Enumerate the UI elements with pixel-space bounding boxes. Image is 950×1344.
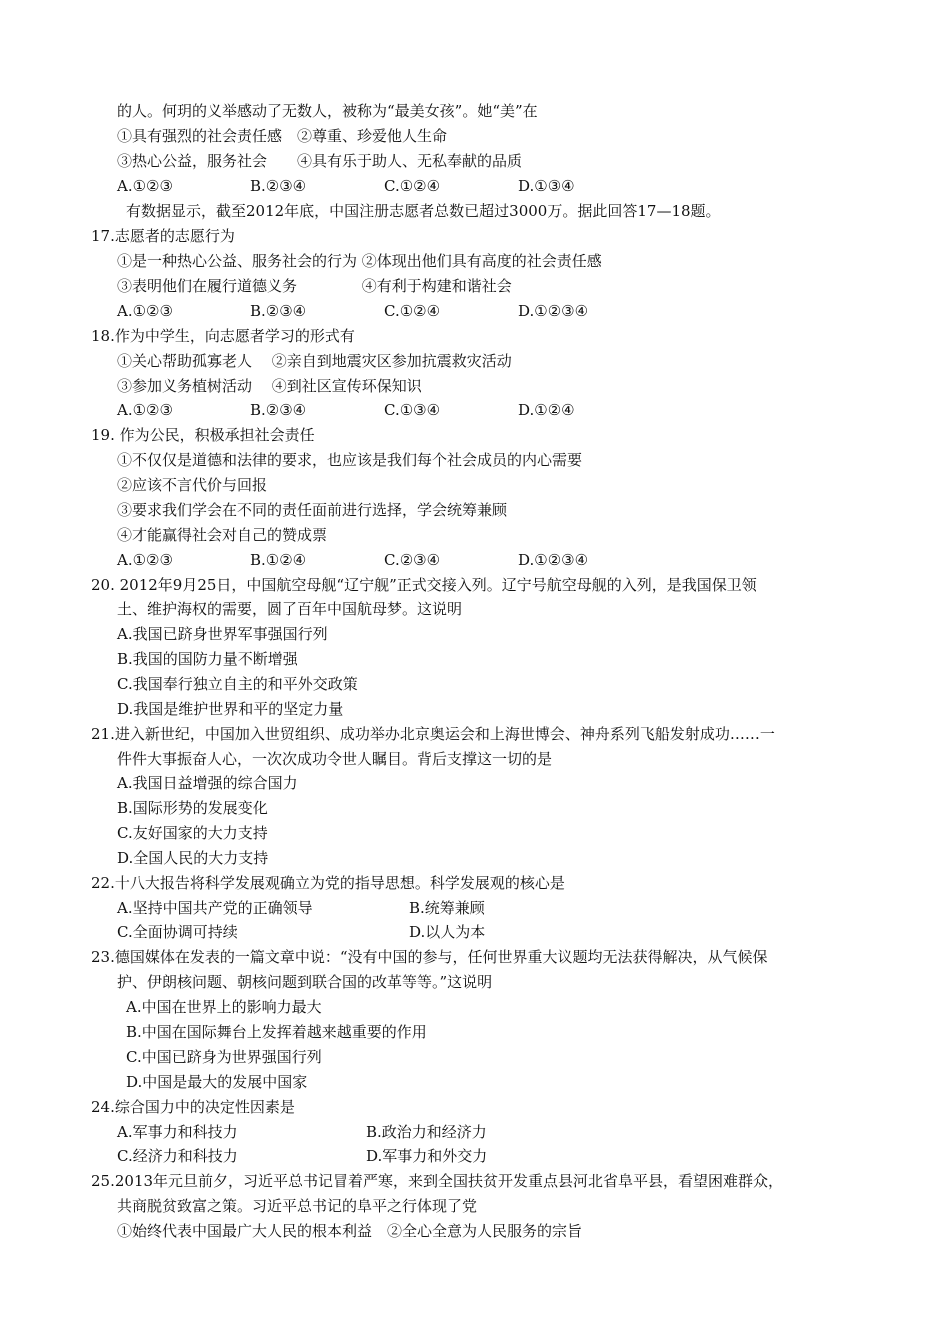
option-b: B.②③④ bbox=[250, 177, 307, 195]
option-a: A.我国已跻身世界军事强国行列 bbox=[117, 625, 328, 643]
option-c: C.中国已跻身为世界强国行列 bbox=[126, 1048, 322, 1066]
option-c: C.友好国家的大力支持 bbox=[117, 824, 268, 842]
question-stem: 18.作为中学生，向志愿者学习的形式有 bbox=[91, 327, 355, 345]
option-a: A.①②③ bbox=[117, 401, 173, 419]
text-line: 的人。何玥的义举感动了无数人，被称为“最美女孩”。她“美”在 bbox=[117, 102, 538, 120]
option-d: D.①②③④ bbox=[518, 302, 589, 320]
option-c: C.①③④ bbox=[384, 401, 441, 419]
option-b: B.①②④ bbox=[250, 551, 307, 569]
option-c: C.全面协调可持续 bbox=[117, 923, 238, 941]
question-stem-cont: 件件大事振奋人心，一次次成功令世人瞩目。背后支撑这一切的是 bbox=[117, 750, 553, 768]
option-a: A.中国在世界上的影响力最大 bbox=[126, 998, 322, 1016]
option-a: A.我国日益增强的综合国力 bbox=[117, 774, 298, 792]
option-b: B.国际形势的发展变化 bbox=[117, 799, 268, 817]
statement: ①关心帮助孤寡老人 ②亲自到地震灾区参加抗震救灾活动 bbox=[117, 352, 512, 370]
option-d: D.①②④ bbox=[518, 401, 575, 419]
question-stem: 19. 作为公民，积极承担社会责任 bbox=[91, 426, 315, 444]
statement: ①不仅仅是道德和法律的要求，也应该是我们每个社会成员的内心需要 bbox=[117, 451, 583, 469]
question-stem-cont: 土、维护海权的需要，圆了百年中国航母梦。这说明 bbox=[117, 600, 463, 618]
option-b: B.②③④ bbox=[250, 401, 307, 419]
option-d: D.我国是维护世界和平的坚定力量 bbox=[117, 700, 344, 718]
option-d: D.以人为本 bbox=[409, 923, 486, 941]
option-b: B.统筹兼顾 bbox=[409, 899, 485, 917]
option-a: A.①②③ bbox=[117, 302, 173, 320]
option-d: D.全国人民的大力支持 bbox=[117, 849, 269, 867]
option-a: A.坚持中国共产党的正确领导 bbox=[117, 899, 313, 917]
statement: ②应该不言代价与回报 bbox=[117, 476, 268, 494]
option-c: C.我国奉行独立自主的和平外交政策 bbox=[117, 675, 358, 693]
statement: ④才能赢得社会对自己的赞成票 bbox=[117, 526, 328, 544]
statement: ①是一种热心公益、服务社会的行为 ②体现出他们具有高度的社会责任感 bbox=[117, 252, 602, 270]
question-stem: 24.综合国力中的决定性因素是 bbox=[91, 1098, 295, 1116]
option-d: D.①③④ bbox=[518, 177, 575, 195]
option-d: D.中国是最大的发展中国家 bbox=[126, 1073, 308, 1091]
question-stem-cont: 共商脱贫致富之策。习近平总书记的阜平之行体现了党 bbox=[117, 1197, 478, 1215]
option-c: C.②③④ bbox=[384, 551, 441, 569]
option-b: B.政治力和经济力 bbox=[366, 1123, 487, 1141]
option-a: A.军事力和科技力 bbox=[117, 1123, 238, 1141]
option-a: A.①②③ bbox=[117, 177, 173, 195]
option-c: C.①②④ bbox=[384, 177, 441, 195]
statement: ③参加义务植树活动 ④到社区宣传环保知识 bbox=[117, 377, 422, 395]
option-b: B.我国的国防力量不断增强 bbox=[117, 650, 298, 668]
question-stem-cont: 护、伊朗核问题、朝核问题到联合国的改革等等。”这说明 bbox=[117, 973, 493, 991]
question-stem: 21.进入新世纪，中国加入世贸组织、成功举办北京奥运会和上海世博会、神舟系列飞船发射成功……一 bbox=[91, 725, 775, 743]
option-d: D.军事力和外交力 bbox=[366, 1147, 488, 1165]
statement: ③要求我们学会在不同的责任面前进行选择，学会统筹兼顾 bbox=[117, 501, 508, 519]
option-d: D.①②③④ bbox=[518, 551, 589, 569]
statement: ③表明他们在履行道德义务 ④有利于构建和谐社会 bbox=[117, 277, 512, 295]
question-stem: 17.志愿者的志愿行为 bbox=[91, 227, 235, 245]
option-c: C.①②④ bbox=[384, 302, 441, 320]
statement: ①始终代表中国最广大人民的根本利益 ②全心全意为人民服务的宗旨 bbox=[117, 1222, 583, 1240]
statement: ①具有强烈的社会责任感 ②尊重、珍爱他人生命 bbox=[117, 127, 448, 145]
statement: ③热心公益，服务社会 ④具有乐于助人、无私奉献的品质 bbox=[117, 152, 523, 170]
question-stem: 25.2013年元旦前夕，习近平总书记冒着严寒，来到全国扶贫开发重点县河北省阜平县，看望困难群众， bbox=[91, 1172, 784, 1190]
option-a: A.①②③ bbox=[117, 551, 173, 569]
question-stem: 22.十八大报告将科学发展观确立为党的指导思想。科学发展观的核心是 bbox=[91, 874, 565, 892]
option-b: B.②③④ bbox=[250, 302, 307, 320]
question-stem: 20. 2012年9月25日，中国航空母舰“辽宁舰”正式交接入列。辽宁号航空母舰的入列，是我国保卫领 bbox=[91, 576, 757, 594]
option-c: C.经济力和科技力 bbox=[117, 1147, 238, 1165]
intro-text: 有数据显示，截至2012年底，中国注册志愿者总数已超过3000万。据此回答17—18题。 bbox=[126, 202, 721, 220]
question-stem: 23.德国媒体在发表的一篇文章中说：“没有中国的参与，任何世界重大议题均无法获得解决，从气候保 bbox=[91, 948, 768, 966]
option-b: B.中国在国际舞台上发挥着越来越重要的作用 bbox=[126, 1023, 427, 1041]
